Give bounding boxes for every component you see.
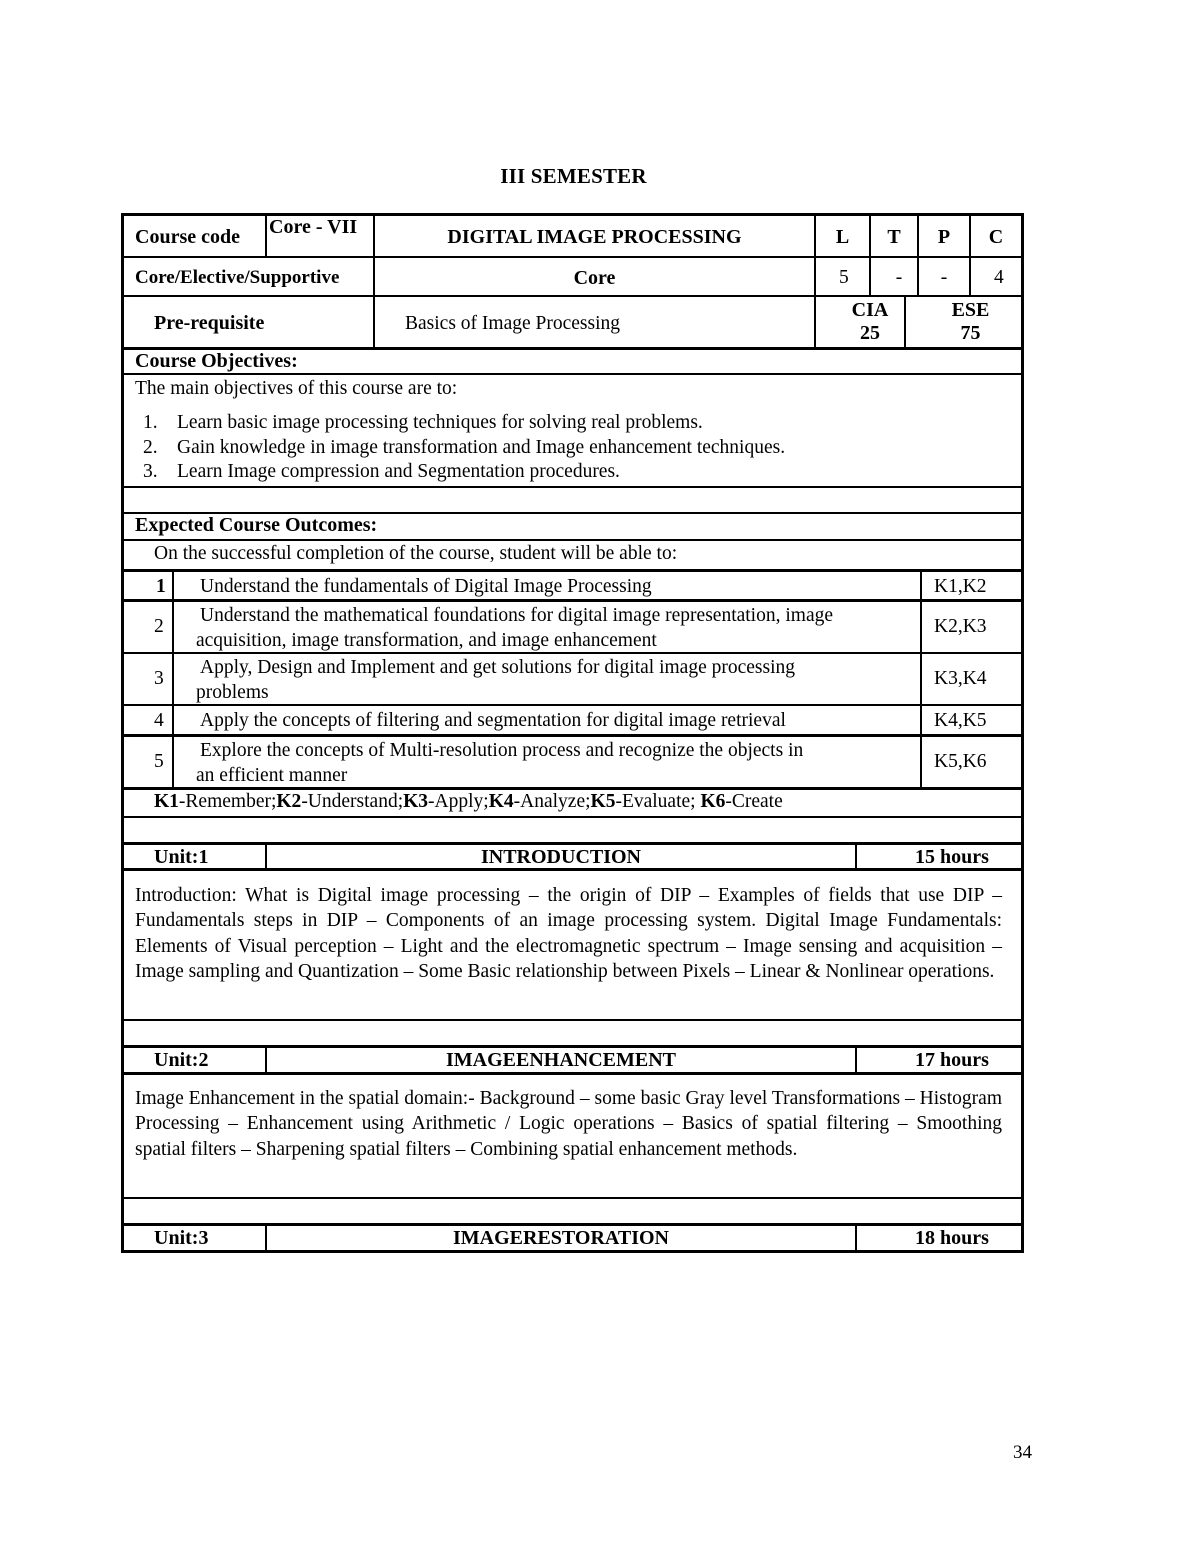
page-number: 34 [1013,1442,1032,1463]
outcome-text: Explore the concepts of Multi-resolution process and recognize the objects in [200,740,804,761]
outcome-text: Apply, Design and Implement and get solutions for digital image processing [200,657,795,678]
table-border [121,569,1024,572]
ese-label: ESE [951,299,990,321]
cia-value: 25 [860,322,880,344]
cia-label: CIA [851,299,889,321]
outcome-number: 4 [154,710,164,731]
unit-title: IMAGEENHANCEMENT [445,1049,676,1071]
outcomes-heading: Expected Course Outcomes: [135,514,378,536]
outcome-number: 5 [154,751,164,772]
table-border [121,599,1024,602]
table-border [121,486,1024,488]
unit-hours: 18 hours [915,1227,989,1249]
outcome-text: Understand the mathematical foundations for digital image representation, image [200,605,833,626]
outcome-number: 1 [156,576,166,597]
table-border [1021,213,1024,1253]
table-border [121,1197,1024,1199]
list-item: 1. Learn basic image processing techniques for solving real problems. [143,412,703,433]
category-label: Core/Elective/Supportive [135,267,340,288]
unit-hours: 15 hours [915,846,989,868]
table-border [855,1223,857,1252]
course-title: DIGITAL IMAGE PROCESSING [447,226,742,248]
table-border [121,213,1024,216]
outcome-knowledge-level: K3,K4 [934,668,987,689]
unit-label: Unit:3 [154,1227,209,1249]
ltpc-label-p: P [937,226,951,248]
ltpc-label-l: L [835,226,850,248]
outcome-knowledge-level: K4,K5 [934,710,987,731]
objectives-list [143,411,785,485]
table-border [121,213,124,1253]
prerequisite-value: Basics of Image Processing [405,313,620,334]
ese-value: 75 [960,322,981,344]
course-code-value: Core - VII [269,216,358,238]
unit-content: Introduction: What is Digital image processing – the origin of DIP – Examples of fields that use DIP – Fundamentals steps in DIP – Components of an image processing system. Digital Image Fundamentals: Elements of Visual perception – Light and the electromagnetic spectrum – Image sensing and acquisition – Image sampling and Quantization – Some Basic relationship between Pixels – Linear & Nonlinear operations. [135,885,1002,982]
outcome-knowledge-level: K2,K3 [934,616,987,637]
outcome-text: Apply the concepts of filtering and segmentation for digital image retrieval [200,710,786,731]
outcome-knowledge-level: K5,K6 [934,751,987,772]
ltpc-label-c: C [988,226,1004,248]
unit-label: Unit:2 [154,1049,209,1071]
prerequisite-label: Pre-requisite [154,312,265,334]
ltpc-value-p: - [940,267,948,288]
outcomes-intro: On the successful completion of the course, student will be able to: [154,543,678,564]
table-border [855,1045,857,1074]
unit-title: INTRODUCTION [480,846,642,868]
table-border [121,1019,1024,1021]
ltpc-value-t: - [895,267,903,288]
table-border [855,842,857,870]
category-value: Core [573,267,616,289]
outcome-number: 2 [154,616,164,637]
knowledge-level-legend: K1-Remember;K2-Understand;K3-Apply;K4-Analyze;K5-Evaluate; K6-Create [154,791,783,812]
ltpc-value-l: 5 [839,267,849,288]
unit-title: IMAGERESTORATION [453,1227,669,1249]
list-item: 3. Learn Image compression and Segmentation procedures. [143,461,620,482]
table-border [920,569,922,789]
outcome-text: Understand the fundamentals of Digital Image Processing [200,576,652,597]
semester-heading: III SEMESTER [500,164,647,188]
unit-content: Image Enhancement in the spatial domain:- Background – some basic Gray level Transformations – Histogram Processing – Enhancement using Arithmetic / Logic operations – Basics of spatial filtering – Smoothing spatial filters – Sharpening spatial filters – Combining spatial enhancement methods. [135,1088,1002,1160]
unit-hours: 17 hours [915,1049,989,1071]
table-border [121,295,1024,297]
outcome-text-cont: problems [196,682,269,703]
outcome-number: 3 [154,668,164,689]
course-code-label: Course code [135,226,240,248]
outcome-knowledge-level: K1,K2 [934,576,987,597]
table-border [172,569,174,789]
table-border [265,213,267,258]
ltpc-label-t: T [887,226,901,248]
unit-label: Unit:1 [154,846,209,868]
table-border [121,734,1024,737]
outcome-text-cont: an efficient manner [196,765,348,786]
outcome-text-cont: acquisition, image transformation, and image enhancement [196,630,657,651]
objectives-heading: Course Objectives: [135,350,298,372]
objectives-intro: The main objectives of this course are to: [135,378,458,399]
ltpc-value-c: 4 [994,267,1004,288]
table-border [121,816,1024,818]
list-item: 2. Gain knowledge in image transformation and Image enhancement techniques. [143,436,786,458]
table-border [121,256,1024,258]
